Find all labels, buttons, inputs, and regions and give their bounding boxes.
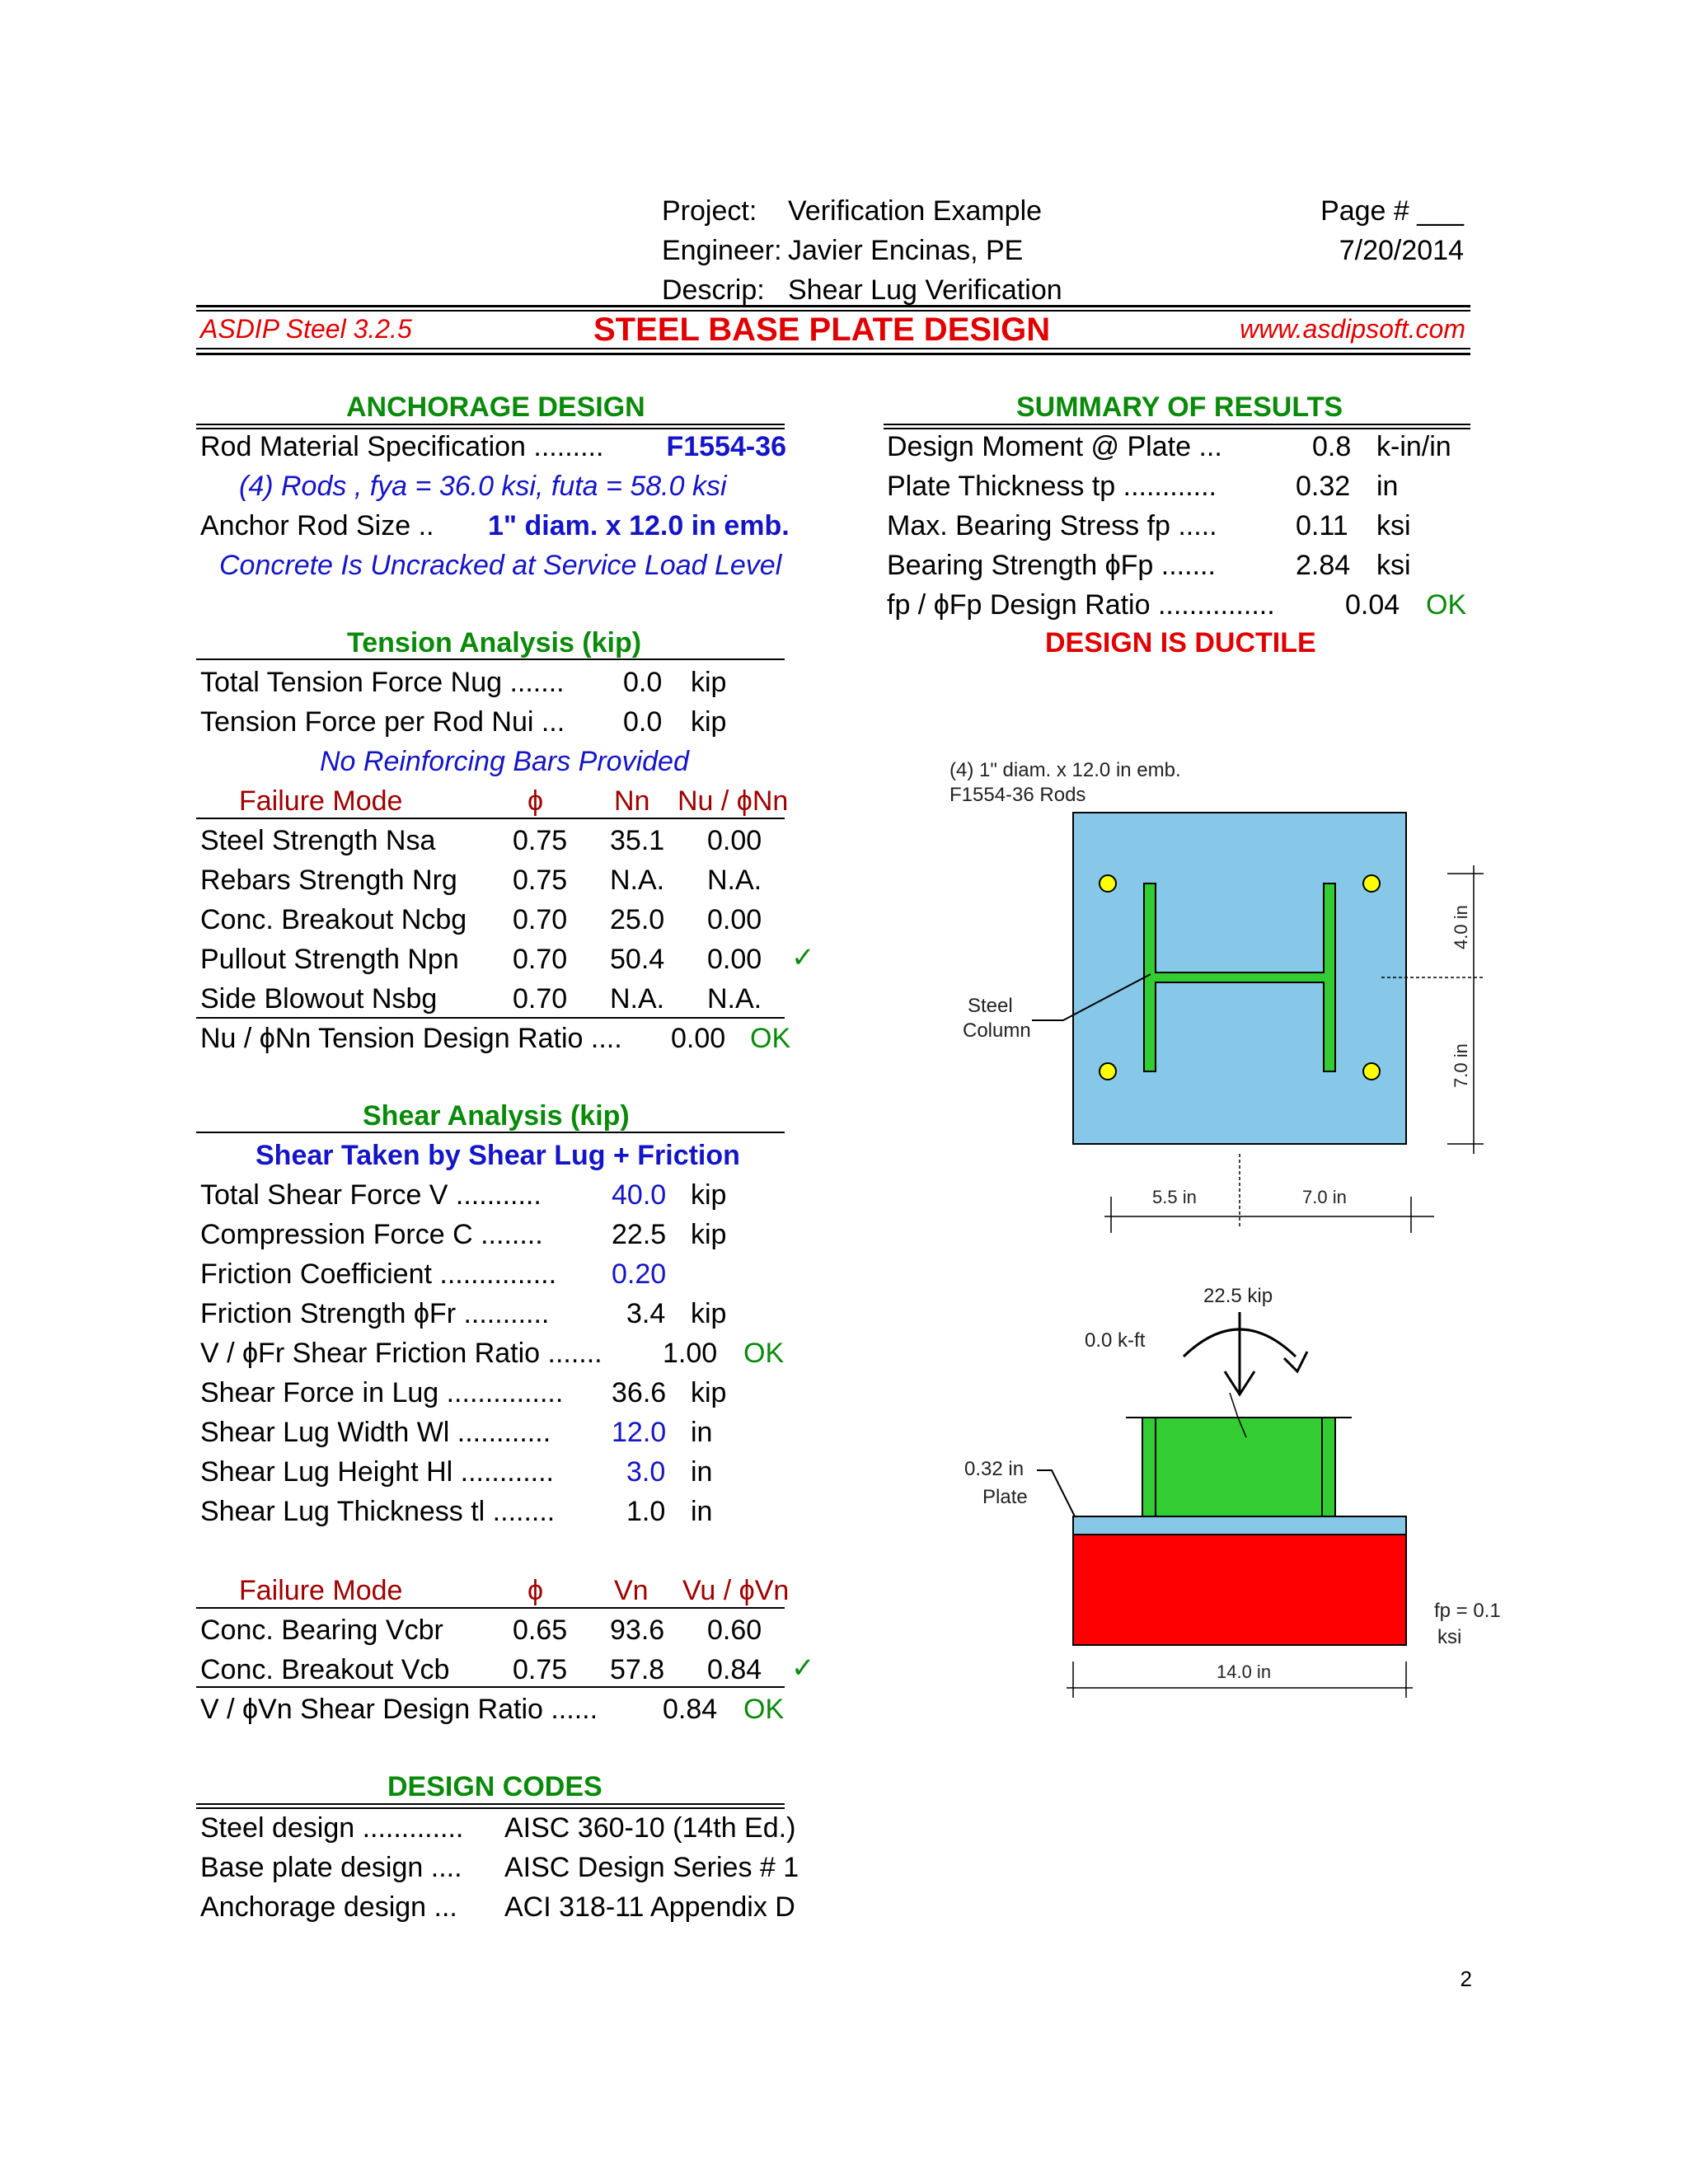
failure-mode: Pullout Strength Npn: [200, 944, 459, 975]
software-name: ASDIP Steel 3.2.5: [200, 314, 412, 344]
lug-thickness-label: Shear Lug Thickness tl ........: [200, 1496, 556, 1527]
summary-label: Max. Bearing Stress fp .....: [887, 510, 1217, 541]
rod-size-label: Anchor Rod Size ..: [200, 510, 434, 541]
tension-per-rod-value: 0.0: [623, 706, 663, 738]
lug-force-label: Shear Force in Lug ...............: [200, 1377, 564, 1408]
ratio-value: 0.60: [707, 1615, 762, 1646]
nn-value: 50.4: [610, 944, 665, 975]
concrete-note: Concrete Is Uncracked at Service Load Level: [219, 550, 782, 581]
code-value: AISC Design Series # 1: [504, 1852, 799, 1883]
plate-label-1: 0.32 in: [964, 1458, 1025, 1480]
failure-mode: Conc. Breakout Ncbg: [200, 904, 467, 935]
rod-note-1: (4) 1" diam. x 12.0 in emb.: [950, 759, 1181, 781]
engineer-value: Javier Encinas, PE: [788, 235, 1024, 266]
summary-unit: ksi: [1376, 510, 1411, 541]
bearing-ratio-value: 0.04: [1345, 589, 1400, 621]
summary-unit: k-in/in: [1376, 431, 1451, 462]
failure-mode: Steel Strength Nsa: [200, 825, 436, 856]
summary-unit: in: [1376, 471, 1399, 502]
phi-value: 0.70: [513, 904, 568, 935]
lug-height-label: Shear Lug Height Hl ............: [200, 1456, 554, 1488]
lug-thickness-unit: in: [691, 1496, 713, 1527]
total-shear-unit: kip: [691, 1179, 727, 1211]
phi-value: 0.70: [513, 944, 568, 975]
header-rule-top: [196, 305, 1470, 307]
ductile-status: DESIGN IS DUCTILE: [1045, 627, 1316, 658]
lug-thickness-value: 1.0: [626, 1496, 666, 1527]
failure-mode: Side Blowout Nsbg: [200, 983, 438, 1015]
shear-rule: [196, 1132, 785, 1133]
dim-bottom-right: 7.0 in: [1302, 1187, 1347, 1207]
shear-col-vn: Vn: [614, 1575, 649, 1606]
tension-ratio-value: 0.00: [671, 1023, 726, 1054]
compression-force-value: 22.5: [612, 1219, 667, 1250]
tension-rule: [196, 658, 785, 660]
friction-strength-unit: kip: [691, 1298, 727, 1329]
tension-col-mode: Failure Mode: [239, 785, 403, 817]
compression-force-unit: kip: [691, 1219, 727, 1250]
project-value: Verification Example: [788, 195, 1043, 227]
concrete-pedestal: [1073, 1535, 1406, 1645]
descrip-label: Descrip:: [662, 274, 765, 306]
tension-ratio-label: Nu / ϕNn Tension Design Ratio ....: [200, 1023, 622, 1054]
project-label: Project:: [662, 195, 757, 227]
bearing-ratio-status: OK: [1426, 589, 1467, 621]
tension-per-rod-unit: kip: [691, 706, 727, 738]
code-value: AISC 360-10 (14th Ed.): [504, 1812, 796, 1844]
lug-force-value: 36.6: [612, 1377, 667, 1408]
friction-strength-value: 3.4: [626, 1298, 666, 1329]
ratio-value: 0.00: [707, 944, 762, 975]
failure-mode: Conc. Bearing Vcbr: [200, 1615, 443, 1646]
shear-ratio-rule: [196, 1686, 785, 1688]
anchor-rod-icon: [1100, 875, 1116, 892]
lug-force-unit: kip: [691, 1377, 727, 1408]
page-number: 2: [1460, 1966, 1472, 1991]
code-label: Anchorage design ...: [200, 1891, 457, 1923]
friction-coefficient-label: Friction Coefficient ...............: [200, 1258, 557, 1290]
ratio-value: N.A.: [707, 983, 762, 1015]
anchorage-heading: ANCHORAGE DESIGN: [346, 391, 645, 423]
tension-ratio-rule: [196, 1017, 785, 1019]
rod-size-value[interactable]: 1" diam. x 12.0 in emb.: [488, 510, 790, 541]
anchorage-rule: [196, 424, 785, 425]
summary-rule: [884, 424, 1470, 425]
anchor-rod-icon: [1100, 1063, 1116, 1080]
nn-value: 35.1: [610, 825, 665, 856]
dim-right-bottom: 7.0 in: [1451, 1043, 1471, 1088]
governing-check-icon: ✓: [791, 1652, 815, 1684]
column-elevation: [1142, 1418, 1335, 1516]
nn-value: N.A.: [610, 865, 665, 896]
moment-label: 0.0 k-ft: [1085, 1329, 1146, 1352]
phi-value: 0.75: [513, 825, 568, 856]
lug-width-input[interactable]: 12.0: [612, 1417, 667, 1448]
lug-width-unit: in: [691, 1417, 713, 1448]
shear-ratio-status: OK: [743, 1694, 785, 1725]
tension-table-rule: [196, 818, 785, 819]
total-tension-unit: kip: [691, 667, 727, 698]
tension-per-rod-label: Tension Force per Rod Nui ...: [200, 706, 565, 738]
shear-table-rule: [196, 1607, 785, 1609]
friction-strength-label: Friction Strength ϕFr ...........: [200, 1298, 550, 1329]
summary-value: 0.11: [1296, 510, 1348, 541]
summary-label: Design Moment @ Plate ...: [887, 431, 1222, 462]
anchor-rod-icon: [1363, 1063, 1380, 1080]
fp-label-2: ksi: [1437, 1626, 1462, 1648]
website-link[interactable]: www.asdipsoft.com: [1240, 314, 1465, 344]
summary-value: 2.84: [1296, 550, 1351, 581]
phi-value: 0.75: [513, 1654, 568, 1685]
shear-col-phi: ϕ: [528, 1575, 544, 1606]
friction-ratio-value: 1.00: [663, 1338, 718, 1369]
width-dim-label: 14.0 in: [1217, 1661, 1272, 1682]
fp-label-1: fp = 0.1: [1434, 1600, 1501, 1622]
codes-rule: [196, 1803, 785, 1805]
bearing-ratio-label: fp / ϕFp Design Ratio ...............: [887, 589, 1275, 621]
summary-value: 0.8: [1312, 431, 1352, 462]
rod-spec-label: Rod Material Specification .........: [200, 431, 604, 462]
summary-unit: ksi: [1376, 550, 1411, 581]
shear-subheading: Shear Taken by Shear Lug + Friction: [256, 1140, 740, 1171]
tension-col-nn: Nn: [614, 785, 650, 817]
reinforcing-note: No Reinforcing Bars Provided: [320, 746, 689, 777]
header-rule-bottom-2: [196, 353, 1470, 355]
code-label: Steel design .............: [200, 1812, 464, 1844]
nn-value: N.A.: [610, 983, 665, 1015]
shear-ratio-value: 0.84: [663, 1694, 718, 1725]
ratio-value: N.A.: [707, 865, 762, 896]
column-label-2: Column: [963, 1019, 1031, 1042]
ratio-value: 0.84: [707, 1654, 762, 1685]
failure-mode: Rebars Strength Nrg: [200, 865, 457, 896]
summary-value: 0.32: [1296, 471, 1351, 502]
code-value: ACI 318-11 Appendix D: [504, 1891, 795, 1923]
report-date: 7/20/2014: [1339, 235, 1464, 266]
compression-force-label: Compression Force C ........: [200, 1219, 543, 1250]
summary-rule-2: [884, 428, 1470, 429]
dim-bottom-left: 5.5 in: [1152, 1187, 1197, 1207]
descrip-value: Shear Lug Verification: [788, 274, 1062, 306]
failure-mode: Conc. Breakout Vcb: [200, 1654, 450, 1685]
phi-value: 0.65: [513, 1615, 568, 1646]
plan-view-diagram: [940, 742, 1517, 1253]
tension-heading: Tension Analysis (kip): [347, 627, 642, 658]
document-title: STEEL BASE PLATE DESIGN: [593, 312, 1051, 348]
code-label: Base plate design ....: [200, 1852, 462, 1883]
phi-value: 0.70: [513, 983, 568, 1015]
tension-ratio-status: OK: [750, 1023, 791, 1054]
total-tension-value: 0.0: [623, 667, 663, 698]
nn-value: 25.0: [610, 904, 665, 935]
total-shear-label: Total Shear Force V ...........: [200, 1179, 542, 1211]
friction-ratio-label: V / ϕFr Shear Friction Ratio .......: [200, 1338, 603, 1369]
ratio-value: 0.00: [707, 904, 762, 935]
dim-right-top: 4.0 in: [1451, 905, 1471, 949]
codes-heading: DESIGN CODES: [387, 1771, 603, 1802]
elevation-diagram: [940, 1269, 1517, 1714]
rods-line: (4) Rods , fya = 36.0 ksi, futa = 58.0 ksi: [239, 471, 727, 502]
governing-check-icon: ✓: [791, 942, 815, 973]
shear-col-mode: Failure Mode: [239, 1575, 403, 1606]
shear-col-ratio: Vu / ϕVn: [682, 1575, 790, 1606]
summary-label: Bearing Strength ϕFp .......: [887, 550, 1216, 581]
lug-height-input[interactable]: 3.0: [626, 1456, 666, 1488]
base-plate-elevation: [1073, 1516, 1406, 1535]
codes-rule-2: [196, 1807, 785, 1809]
shear-ratio-label: V / ϕVn Shear Design Ratio ......: [200, 1694, 598, 1725]
anchorage-rule-2: [196, 428, 785, 429]
plate-label-2: Plate: [982, 1486, 1028, 1508]
phi-value: 0.75: [513, 865, 568, 896]
tension-col-phi: ϕ: [528, 785, 544, 817]
rod-spec-value[interactable]: F1554-36: [666, 431, 786, 462]
friction-ratio-status: OK: [743, 1338, 785, 1369]
lug-width-label: Shear Lug Width Wl ............: [200, 1417, 551, 1448]
engineer-label: Engineer:: [662, 235, 782, 266]
vn-value: 57.8: [610, 1654, 665, 1685]
summary-heading: SUMMARY OF RESULTS: [1016, 391, 1343, 423]
tension-col-ratio: Nu / ϕNn: [678, 785, 789, 817]
summary-label: Plate Thickness tp ............: [887, 471, 1217, 502]
ratio-value: 0.00: [707, 825, 762, 856]
rod-note-2: F1554-36 Rods: [950, 784, 1086, 806]
total-tension-label: Total Tension Force Nug .......: [200, 667, 565, 698]
header-rule-bottom: [196, 348, 1470, 349]
friction-coefficient-input[interactable]: 0.20: [612, 1258, 667, 1290]
column-label-1: Steel: [968, 995, 1013, 1017]
anchor-rod-icon: [1363, 875, 1380, 892]
load-label: 22.5 kip: [1203, 1285, 1273, 1307]
page-number-field: Page # ___: [1320, 195, 1464, 227]
lug-height-unit: in: [691, 1456, 713, 1488]
vn-value: 93.6: [610, 1615, 665, 1646]
total-shear-input[interactable]: 40.0: [612, 1179, 667, 1211]
shear-heading: Shear Analysis (kip): [363, 1100, 630, 1132]
